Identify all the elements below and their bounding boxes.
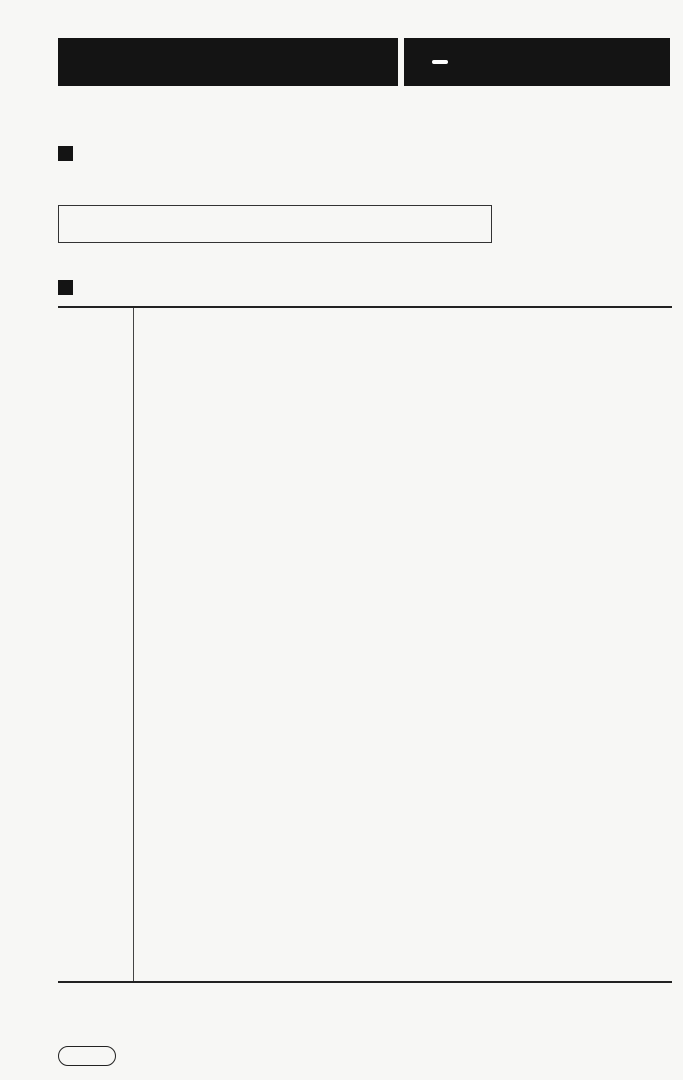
warmup-number <box>58 146 73 161</box>
page-footer <box>58 1046 124 1066</box>
lesson-title <box>432 60 448 64</box>
warmup-word-box <box>58 205 492 243</box>
warmup-heading <box>58 146 79 161</box>
chapter-header <box>58 38 670 86</box>
lesson-title-block <box>404 38 670 86</box>
chapter-title-block <box>58 38 398 86</box>
vocab-number <box>58 280 73 295</box>
vocab-table <box>58 306 672 983</box>
vocab-heading <box>58 280 79 295</box>
page-number <box>58 1046 116 1066</box>
